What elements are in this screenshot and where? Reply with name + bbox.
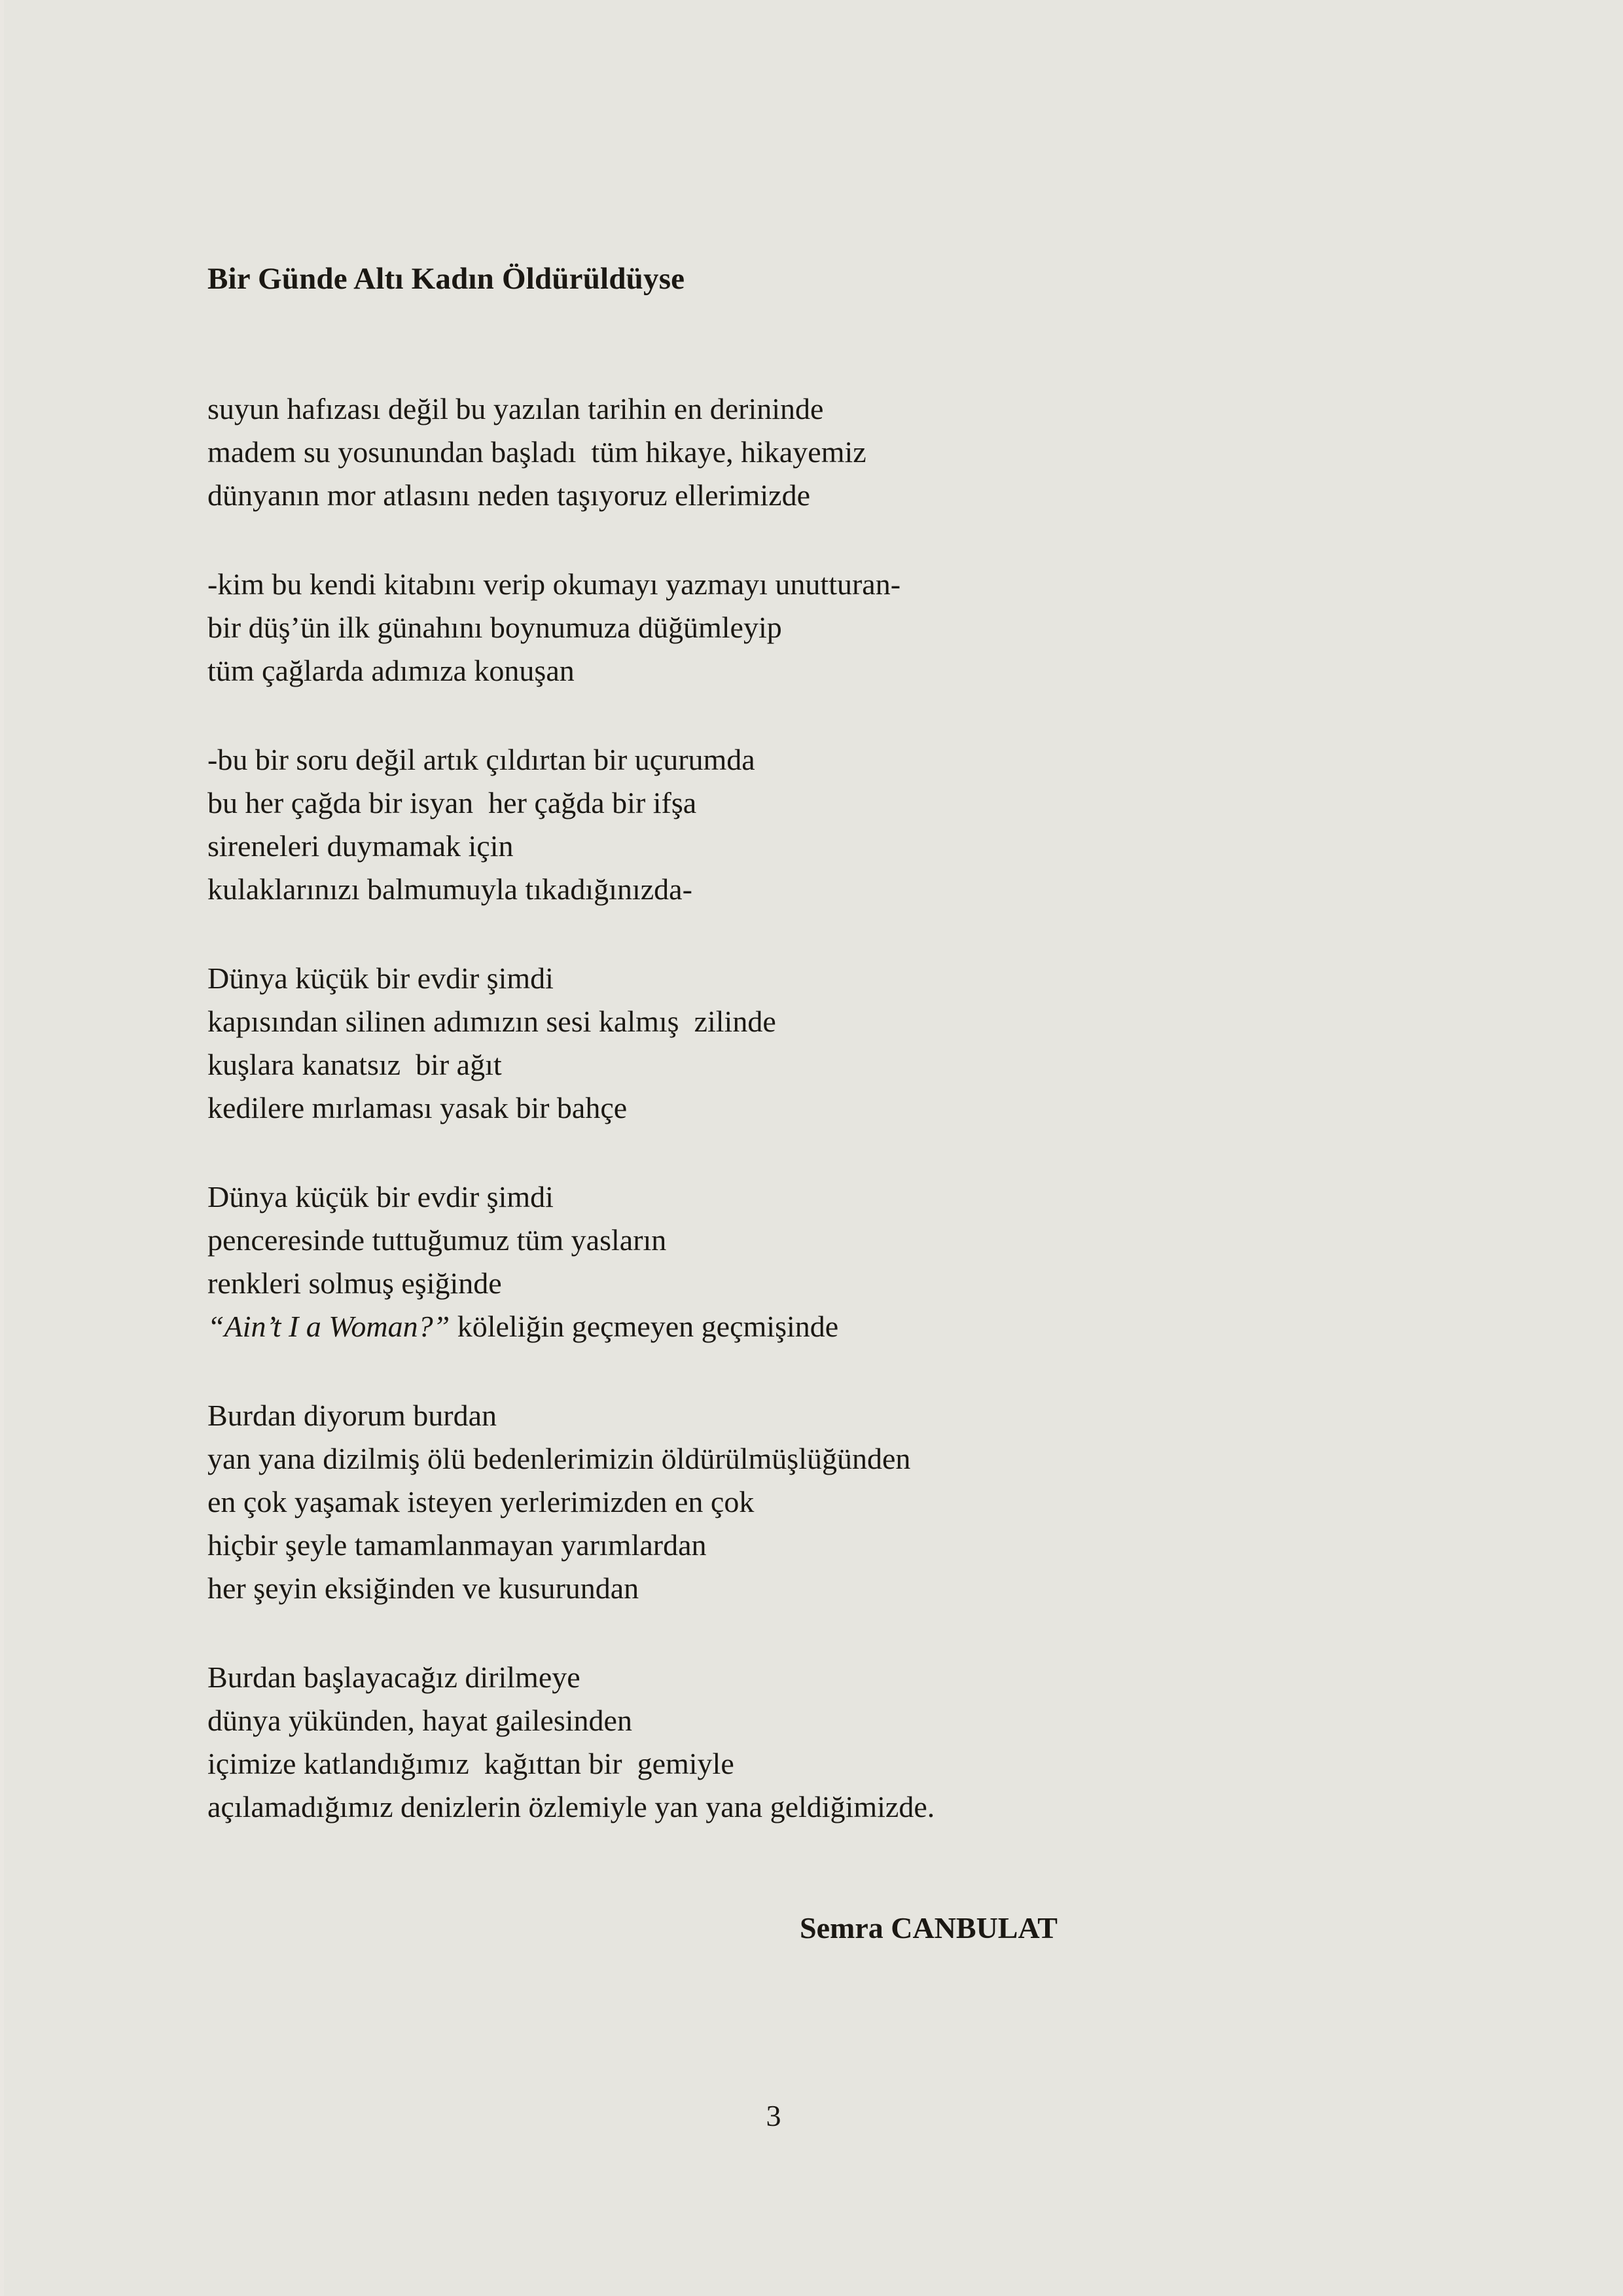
poem-line: her şeyin eksiğinden ve kusurundan [207, 1571, 639, 1605]
poem-line: Burdan diyorum burdan [207, 1399, 497, 1432]
poem-line: “Ain’t I a Woman?” köleliğin geçmeyen geçmişinde [207, 1310, 839, 1343]
poem-line: suyun hafızası değil bu yazılan tarihin en derininde [207, 392, 824, 425]
poem-line: açılamadığımız denizlerin özlemiyle yan yana geldiğimizde. [207, 1790, 935, 1823]
poem-line: kedilere mırlaması yasak bir bahçe [207, 1091, 628, 1124]
poem-line: bir düş’ün ilk günahını boynumuza düğümleyip [207, 611, 782, 644]
poem-line: sireneleri duymamak için [207, 829, 514, 863]
stanza [207, 563, 935, 692]
author-name: Semra CANBULAT [800, 1911, 1058, 1945]
page-number: 3 [766, 2099, 781, 2132]
poem-line: hiçbir şeyle tamamlanmayan yarımlardan [207, 1528, 707, 1562]
stanza [207, 1394, 935, 1610]
poem-line: Dünya küçük bir evdir şimdi [207, 1180, 554, 1213]
poem-line: Dünya küçük bir evdir şimdi [207, 961, 554, 995]
poem-line: tüm çağlarda adımıza konuşan [207, 654, 575, 687]
poem-line: içimize katlandığımız kağıttan bir gemiyle [207, 1747, 734, 1780]
poem-line: -kim bu kendi kitabını verip okumayı yazmayı unutturan- [207, 567, 901, 601]
stanza [207, 387, 935, 517]
poem-line: yan yana dizilmiş ölü bedenlerimizin öldürülmüşlüğünden [207, 1442, 911, 1475]
poem-line: penceresinde tuttuğumuz tüm yasların [207, 1223, 667, 1257]
poem-line: dünyanın mor atlasını neden taşıyoruz ellerimizde [207, 478, 810, 512]
poem-line: en çok yaşamak isteyen yerlerimizden en çok [207, 1485, 755, 1518]
scan-edge-artifact [0, 0, 4, 2296]
poem-line: Burdan başlayacağız dirilmeye [207, 1660, 580, 1694]
quoted-italic-text: “Ain’t I a Woman?” [207, 1310, 450, 1343]
poem-line: dünya yükünden, hayat gailesinden [207, 1704, 632, 1737]
stanza [207, 1175, 935, 1348]
stanza [207, 957, 935, 1130]
poem-line: kuşlara kanatsız bir ağıt [207, 1048, 502, 1081]
poem-body [207, 387, 935, 1874]
poem-line: renkleri solmuş eşiğinde [207, 1266, 502, 1300]
poem-title: Bir Günde Altı Kadın Öldürüldüyse [207, 262, 685, 296]
poem-line: kulaklarınızı balmumuyla tıkadığınızda- [207, 872, 692, 906]
poem-line: -bu bir soru değil artık çıldırtan bir uçurumda [207, 743, 755, 776]
poem-line: kapısından silinen adımızın sesi kalmış zilinde [207, 1005, 776, 1038]
poem-line: madem su yosunundan başladı tüm hikaye, hikayemiz [207, 435, 866, 469]
stanza [207, 1656, 935, 1829]
stanza [207, 738, 935, 911]
poem-line: bu her çağda bir isyan her çağda bir ifşa [207, 786, 697, 819]
